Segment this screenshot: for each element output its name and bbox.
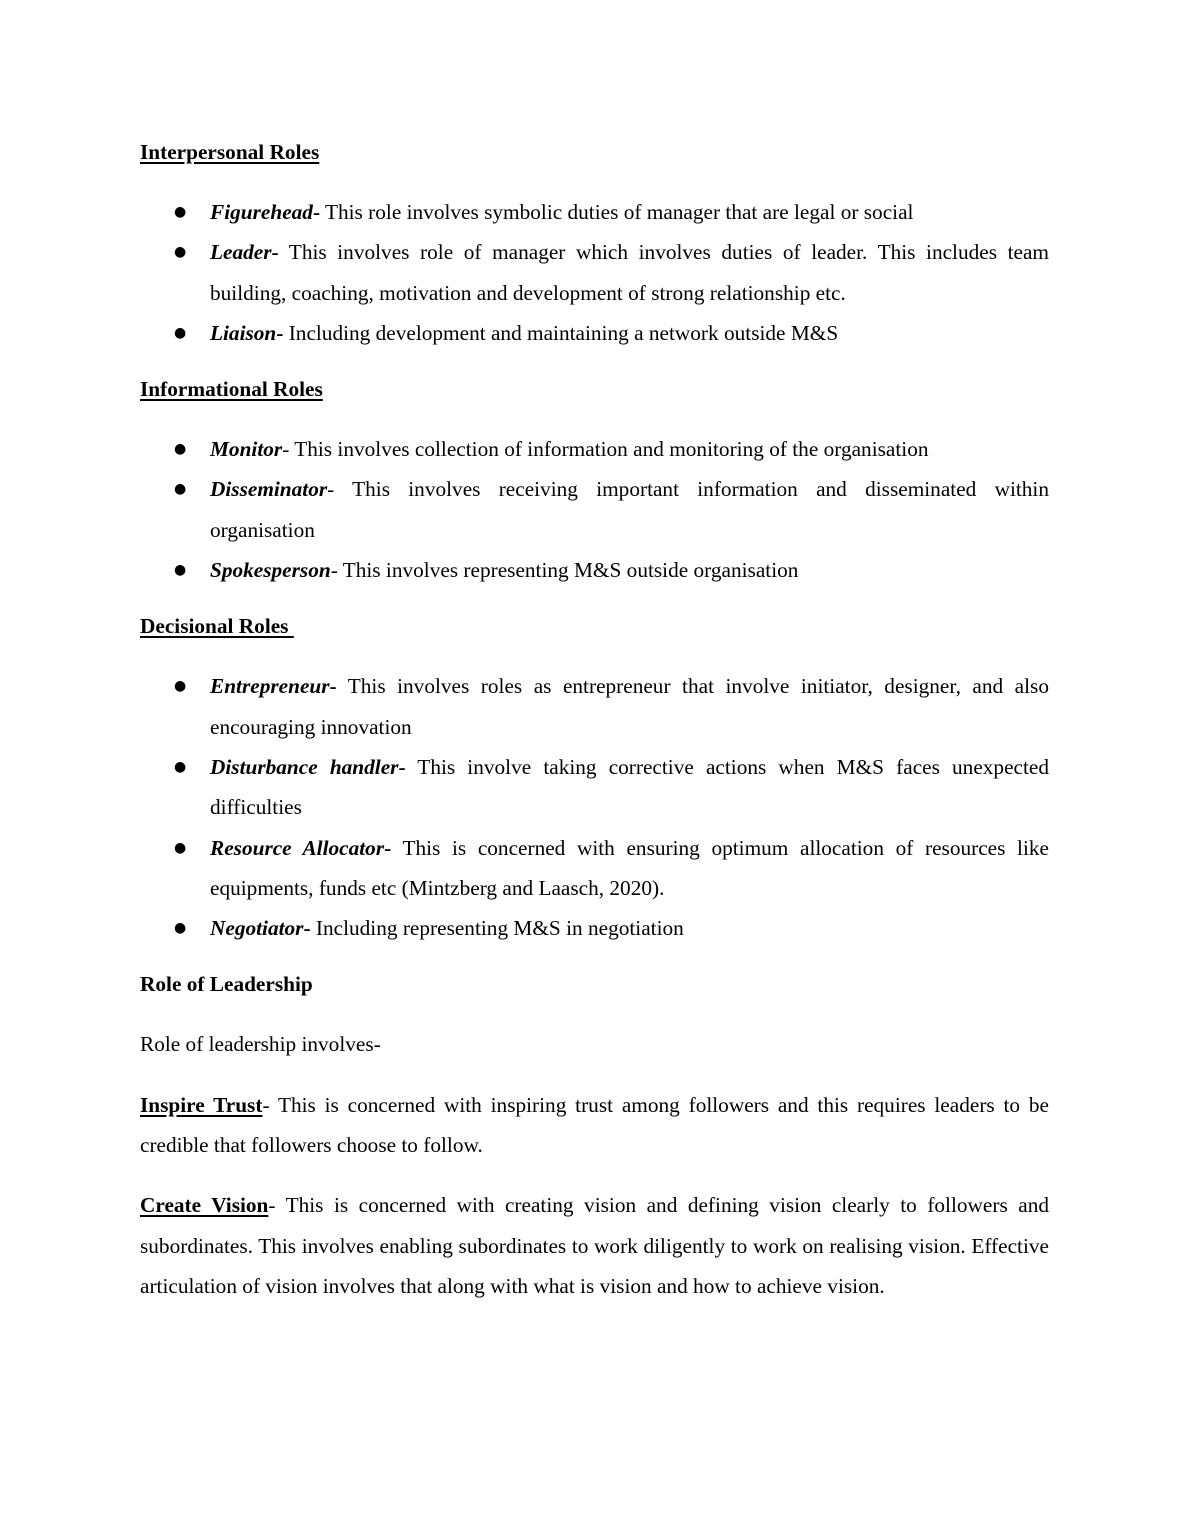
item-text: This involve taking corrective actions when M&S faces unexpected difficulties bbox=[210, 754, 1049, 820]
create-vision-lead: Create Vision bbox=[140, 1193, 269, 1218]
item-text: This role involves symbolic duties of manager that are legal or social bbox=[320, 200, 914, 224]
list-item-resource-allocator bbox=[140, 828, 1049, 909]
term-dash: - bbox=[330, 558, 338, 583]
paragraph-inspire-trust bbox=[140, 1085, 1049, 1166]
term: Monitor bbox=[210, 437, 283, 462]
heading-interpersonal-roles-text: Interpersonal Roles bbox=[140, 140, 320, 164]
leadership-intro-text: Role of leadership involves- bbox=[140, 1032, 381, 1057]
term: Resource Allocator bbox=[210, 835, 385, 860]
bullet-icon: ● bbox=[174, 839, 187, 856]
inspire-trust-lead: Inspire Trust bbox=[140, 1092, 263, 1117]
list-item-liaison bbox=[140, 313, 1049, 353]
term-dash: - bbox=[329, 674, 337, 699]
bullet-icon: ● bbox=[174, 441, 187, 458]
term-dash: - bbox=[398, 754, 406, 779]
bullet-icon: ● bbox=[174, 920, 187, 937]
term-dash: - bbox=[282, 437, 290, 462]
list-item-entrepreneur bbox=[140, 666, 1049, 747]
term-dash: - bbox=[384, 835, 392, 860]
list-item-leader bbox=[140, 232, 1049, 313]
informational-roles-list bbox=[140, 429, 1049, 590]
term: Leader bbox=[210, 240, 272, 265]
list-item-disseminator bbox=[140, 469, 1049, 550]
paragraph-create-vision bbox=[140, 1185, 1049, 1306]
bullet-icon: ● bbox=[174, 481, 187, 498]
term-dash: - bbox=[276, 320, 284, 345]
term: Liaison bbox=[210, 320, 277, 345]
list-item-spokesperson bbox=[140, 550, 1049, 590]
list-item-figurehead bbox=[140, 192, 1049, 232]
bullet-icon: ● bbox=[174, 244, 187, 261]
item-text: This is concerned with ensuring optimum allocation of resources like equipments, funds etc (Mintzberg and Laasch, 2020). bbox=[210, 835, 1049, 900]
term-dash: - bbox=[327, 477, 335, 502]
bullet-icon: ● bbox=[174, 562, 187, 579]
term-dash: - bbox=[271, 240, 279, 265]
term: Negotiator bbox=[210, 916, 304, 941]
item-text: This involves roles as entrepreneur that involve initiator, designer, and also encouraging innovation bbox=[210, 674, 1049, 739]
leadership-intro bbox=[140, 1024, 1049, 1064]
bullet-icon: ● bbox=[174, 204, 187, 220]
item-text: This involves representing M&S outside organisation bbox=[337, 558, 799, 583]
term: Disseminator bbox=[210, 477, 328, 502]
document-page bbox=[140, 132, 1049, 1306]
interpersonal-roles-list bbox=[140, 192, 1049, 353]
heading-informational-roles bbox=[140, 369, 1049, 409]
heading-interpersonal-roles bbox=[140, 132, 1049, 172]
decisional-roles-list bbox=[140, 666, 1049, 948]
bullet-icon: ● bbox=[174, 758, 187, 775]
item-text: Including development and maintaining a network outside M&S bbox=[283, 320, 839, 345]
item-text: This involves collection of information and monitoring of the organisation bbox=[289, 437, 929, 462]
list-item-monitor bbox=[140, 429, 1049, 469]
list-item-disturbance-handler bbox=[140, 747, 1049, 828]
item-text: This involves receiving important information and disseminated within organisation bbox=[210, 477, 1049, 542]
heading-role-of-leadership bbox=[140, 964, 1049, 1004]
term-dash: - bbox=[312, 200, 321, 224]
create-vision-text: - This is concerned with creating vision and defining vision clearly to followers and subordinates. This involves enabling subordinates to work diligently to work on realising vision. Effective articulation of vision involves that along with what is vision and how to achieve vision. bbox=[140, 1193, 1049, 1298]
heading-informational-roles-text: Informational Roles bbox=[140, 377, 323, 402]
item-text: This involves role of manager which involves duties of leader. This includes team building, coaching, motivation and development of strong relationship etc. bbox=[210, 240, 1049, 305]
heading-role-of-leadership-text: Role of Leadership bbox=[140, 972, 313, 997]
item-text: Including representing M&S in negotiation bbox=[310, 916, 684, 941]
term: Disturbance handler bbox=[210, 754, 399, 779]
heading-decisional-roles bbox=[140, 606, 1049, 646]
term: Figurehead bbox=[210, 200, 313, 224]
list-item-negotiator bbox=[140, 908, 1049, 948]
term-dash: - bbox=[303, 916, 311, 941]
bullet-icon: ● bbox=[174, 324, 187, 341]
term: Spokesperson bbox=[210, 558, 331, 583]
bullet-icon: ● bbox=[174, 678, 187, 695]
term: Entrepreneur bbox=[210, 674, 330, 699]
heading-decisional-roles-text: Decisional Roles bbox=[140, 614, 294, 639]
inspire-trust-text: - This is concerned with inspiring trust among followers and this requires leaders to be credible that followers choose to follow. bbox=[140, 1092, 1049, 1158]
